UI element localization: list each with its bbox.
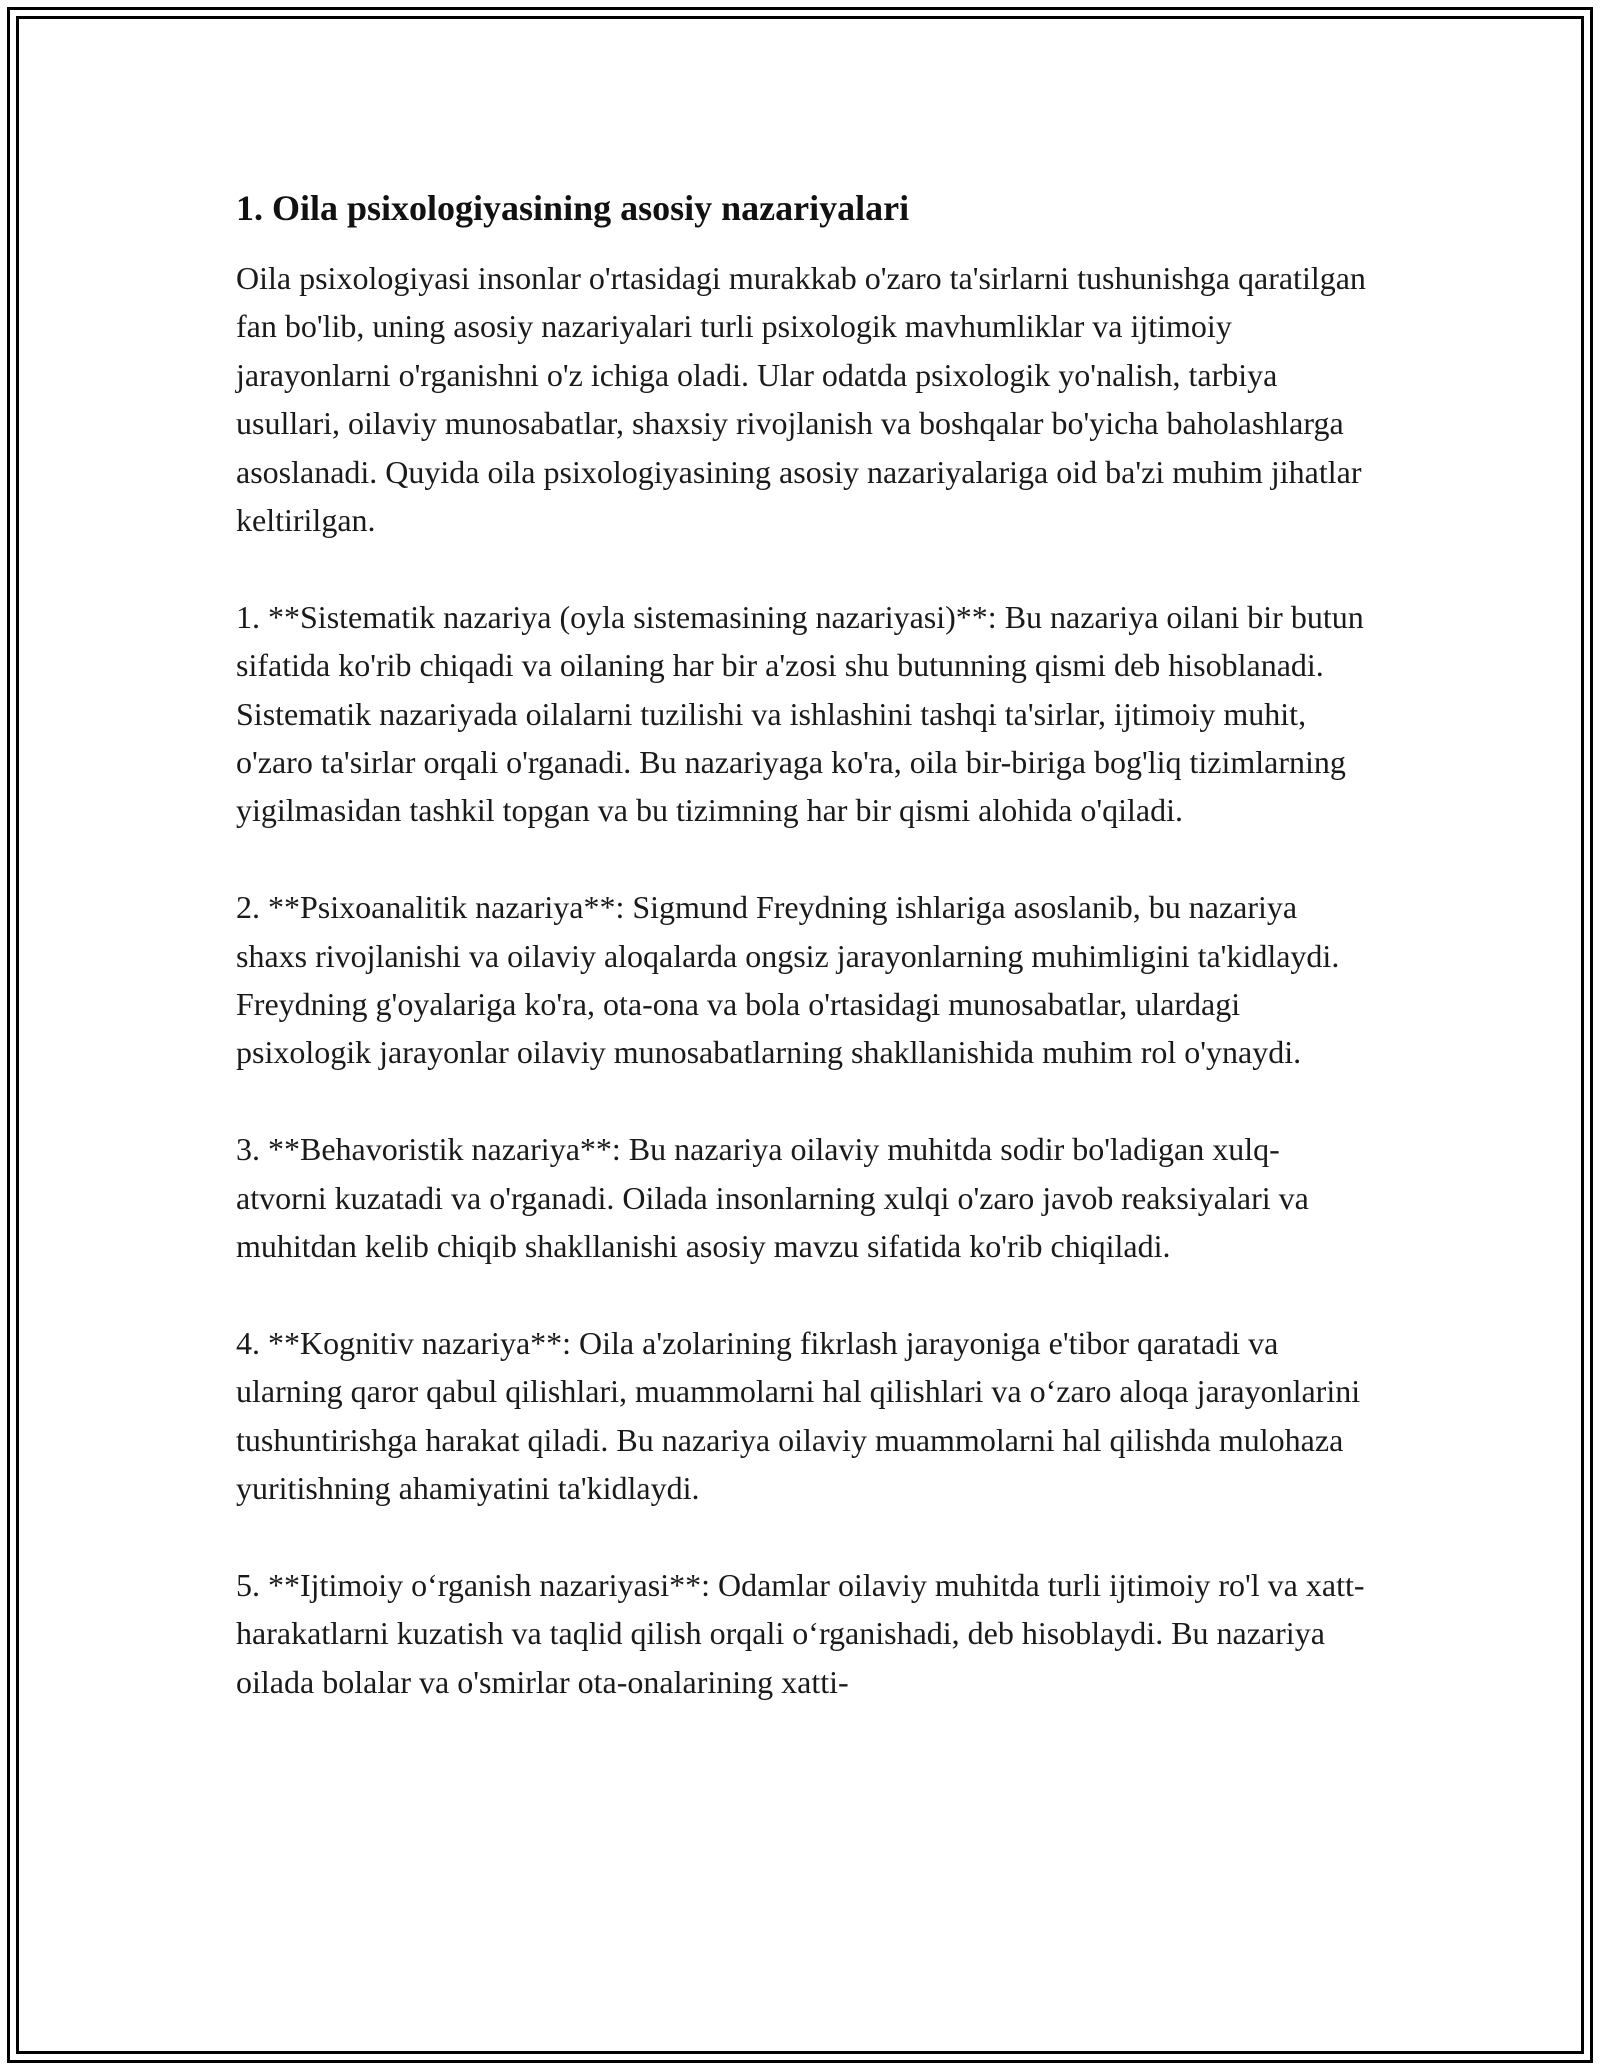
paragraph-behaviorist-theory: 3. **Behavoristik nazariya**: Bu nazariya oilaviy muhitda sodir bo'ladigan xulq-atvorni kuzatadi va o'rganadi. Oilada insonlarning xulqi o'zaro javob reaksiyalari va muhitdan kelib chiqib shakllanishi asosiy mavzu sifatida ko'rib chiqiladi. [236,1131,1309,1265]
document-body [236,186,1366,1755]
section-heading: 1. Oila psixologiyasining asosiy nazariyalari [236,188,910,228]
paragraph-systematic-theory: 1. **Sistematik nazariya (oyla sistemasining nazariyasi)**: Bu nazariya oilani bir butun sifatida ko'rib chiqadi va oilaning har bir a'zosi shu butunning qismi deb hisoblanadi. Sistematik nazariyada oilalarni tuzilishi va ishlashini tashqi ta'sirlar, ijtimoiy muhit, o'zaro ta'sirlar orqali o'rganadi. Bu nazariyaga ko'ra, oila bir-biriga bog'liq tizimlarning yigilmasidan tashkil topgan va bu tizimning har bir qismi alohida o'qiladi. [236,598,1364,829]
intro-paragraph: Oila psixologiyasi insonlar o'rtasidagi murakkab o'zaro ta'sirlarni tushunishga qaratilgan fan bo'lib, uning asosiy nazariyalari turli psixologik mavhumliklar va ijtimoiy jarayonlarni o'rganishni o'z ichiga oladi. Ular odatda psixologik yo'nalish, tarbiya usullari, oilaviy munosabatlar, shaxsiy rivojlanish va boshqalar bo'yicha baholashlarga asoslanadi. Quyida oila psixologiyasining asosiy nazariyalariga oid ba'zi muhim jihatlar keltirilgan. [236,260,1366,539]
paragraph-social-learning-theory: 5. **Ijtimoiy o‘rganish nazariyasi**: Odamlar oilaviy muhitda turli ijtimoiy ro'l va xatt-harakatlarni kuzatish va taqlid qilish orqali o‘rganishadi, deb hisoblaydi. Bu nazariya oilada bolalar va o'smirlar ota-onalarining xatti- [236,1566,1365,1700]
paragraph-cognitive-theory: 4. **Kognitiv nazariya**: Oila a'zolarining fikrlash jarayoniga e'tibor qaratadi va ularning qaror qabul qilishlari, muammolarni hal qilishlari va o‘zaro aloqa jarayonlarini tushuntirishga harakat qiladi. Bu nazariya oilaviy muammolarni hal qilishda mulohaza yuritishning ahamiyatini ta'kidlaydi. [236,1324,1361,1507]
paragraph-psychoanalytic-theory: 2. **Psixoanalitik nazariya**: Sigmund Freydning ishlariga asoslanib, bu nazariya shaxs rivojlanishi va oilaviy aloqalarda ongsiz jarayonlarning muhimligini ta'kidlaydi. Freydning g'oyalariga ko'ra, ota-ona va bola o'rtasidagi munosabatlar, ulardagi psixologik jarayonlar oilaviy munosabatlarning shakllanishida muhim rol o'ynaydi. [236,889,1340,1071]
